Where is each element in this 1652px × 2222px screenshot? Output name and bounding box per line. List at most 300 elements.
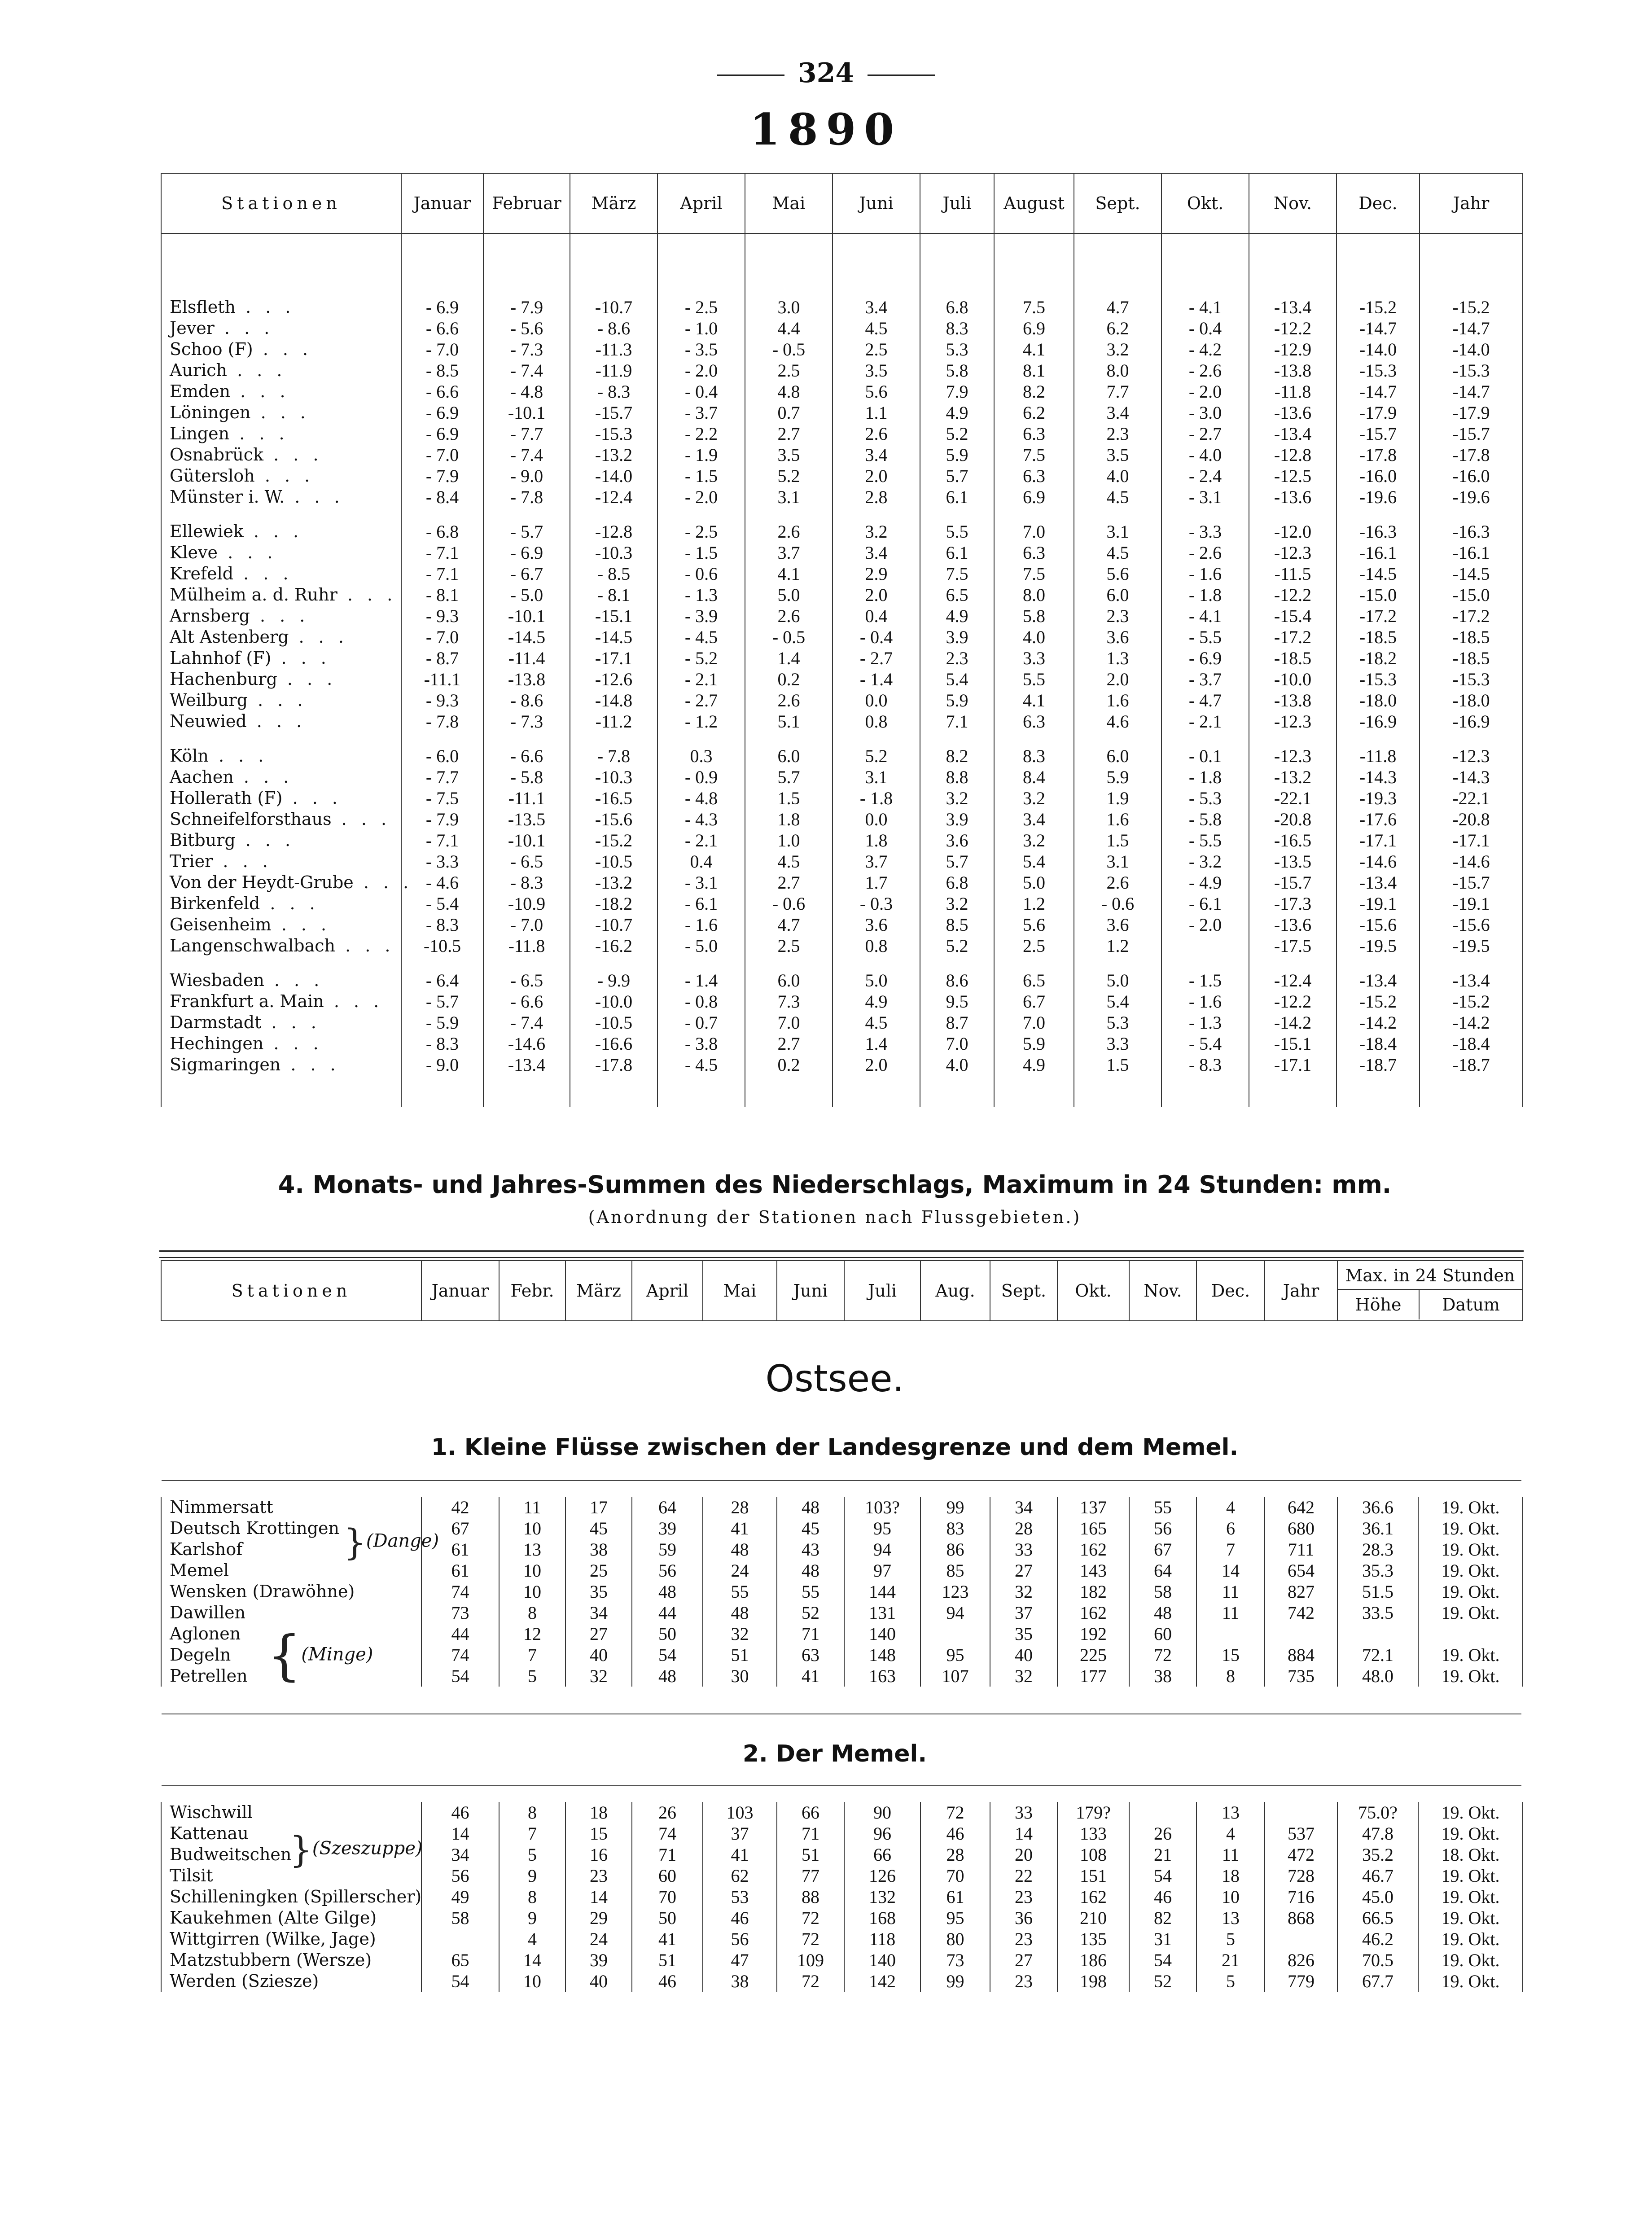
value-cell: -18.5 bbox=[1336, 627, 1420, 648]
value-cell: 9 bbox=[499, 1907, 565, 1928]
leader-dots: . . . bbox=[271, 648, 331, 668]
value-cell: 6.2 bbox=[1074, 318, 1161, 339]
value-cell: 162 bbox=[1057, 1539, 1129, 1560]
spacer-cell bbox=[1074, 1075, 1161, 1107]
column-header: Sept. bbox=[990, 1261, 1057, 1321]
value-cell: -18.0 bbox=[1336, 690, 1420, 711]
value-cell: -16.1 bbox=[1336, 542, 1420, 563]
value-cell: 70 bbox=[920, 1865, 990, 1886]
value-cell: 63 bbox=[777, 1644, 844, 1665]
value-cell: 82 bbox=[1129, 1907, 1196, 1928]
value-cell: - 7.0 bbox=[483, 914, 570, 935]
value-cell: -13.2 bbox=[1249, 767, 1336, 788]
value-cell: 162 bbox=[1057, 1886, 1129, 1907]
value-cell: - 1.6 bbox=[657, 914, 745, 935]
spacer-cell bbox=[1161, 956, 1249, 970]
spacer-row bbox=[161, 732, 1523, 745]
value-cell: 884 bbox=[1265, 1644, 1337, 1665]
leader-dots: . . . bbox=[233, 767, 294, 787]
value-cell: -14.7 bbox=[1336, 381, 1420, 402]
value-cell: 13 bbox=[1196, 1802, 1265, 1823]
value-cell: 3.9 bbox=[920, 809, 994, 830]
value-cell: -15.7 bbox=[1249, 872, 1336, 893]
value-cell: 3.3 bbox=[1074, 1033, 1161, 1054]
value-cell: -15.7 bbox=[1420, 423, 1523, 444]
value-cell: 8.3 bbox=[920, 318, 994, 339]
value-cell: - 7.8 bbox=[483, 486, 570, 508]
value-cell: -11.1 bbox=[483, 788, 570, 809]
value-cell: 5.3 bbox=[1074, 1012, 1161, 1033]
value-cell: - 6.0 bbox=[401, 745, 483, 767]
spacer-cell bbox=[994, 508, 1074, 521]
value-cell: 4.9 bbox=[994, 1054, 1074, 1075]
value-cell: -12.4 bbox=[570, 486, 657, 508]
value-cell: - 1.5 bbox=[657, 542, 745, 563]
station-name bbox=[161, 991, 401, 1012]
spacer-cell bbox=[1336, 1075, 1420, 1107]
value-cell: 51 bbox=[632, 1950, 703, 1971]
value-cell: 23 bbox=[990, 1886, 1057, 1907]
value-cell: 735 bbox=[1265, 1665, 1337, 1687]
value-cell: 50 bbox=[632, 1623, 703, 1644]
value-cell: 27 bbox=[990, 1950, 1057, 1971]
value-cell: 38 bbox=[703, 1971, 777, 1992]
spacer-cell bbox=[1336, 508, 1420, 521]
value-cell: 107 bbox=[920, 1665, 990, 1687]
table-row bbox=[161, 486, 1523, 508]
value-cell: 22 bbox=[990, 1865, 1057, 1886]
value-cell: 4.5 bbox=[833, 318, 920, 339]
value-cell: 34 bbox=[565, 1602, 632, 1623]
value-cell: - 7.9 bbox=[483, 297, 570, 318]
station-name bbox=[161, 914, 401, 935]
value-cell: 2.5 bbox=[745, 935, 833, 956]
value-cell: 46 bbox=[703, 1907, 777, 1928]
value-cell: 868 bbox=[1265, 1907, 1337, 1928]
table-row bbox=[161, 809, 1523, 830]
value-cell: - 8.1 bbox=[401, 584, 483, 605]
value-cell: 3.2 bbox=[833, 521, 920, 542]
value-cell: -15.4 bbox=[1249, 605, 1336, 627]
spacer-cell bbox=[1074, 508, 1161, 521]
station-name bbox=[161, 872, 413, 893]
table-row bbox=[161, 1560, 1523, 1581]
spacer-cell bbox=[161, 233, 401, 297]
value-cell: 1.8 bbox=[745, 809, 833, 830]
value-cell: -13.5 bbox=[483, 809, 570, 830]
value-cell: 85 bbox=[920, 1560, 990, 1581]
value-cell: -15.1 bbox=[1249, 1033, 1336, 1054]
value-cell: 61 bbox=[421, 1539, 499, 1560]
value-cell: 182 bbox=[1057, 1581, 1129, 1602]
value-cell: - 4.1 bbox=[1161, 297, 1249, 318]
value-cell: 46 bbox=[632, 1971, 703, 1992]
value-cell: -14.8 bbox=[570, 690, 657, 711]
value-cell: - 6.1 bbox=[1161, 893, 1249, 914]
spacer-cell bbox=[161, 508, 401, 521]
column-header: Juni bbox=[833, 173, 920, 233]
value-cell: - 2.5 bbox=[657, 521, 745, 542]
value-cell: - 7.1 bbox=[401, 563, 483, 584]
value-cell: 0.4 bbox=[833, 605, 920, 627]
value-cell: 2.5 bbox=[745, 360, 833, 381]
rule bbox=[162, 1480, 1521, 1481]
value-cell: 10 bbox=[499, 1518, 565, 1539]
value-cell: -13.8 bbox=[483, 669, 570, 690]
leader-dots: . . . bbox=[337, 585, 397, 605]
value-cell: 33 bbox=[990, 1802, 1057, 1823]
value-cell: - 4.2 bbox=[1161, 339, 1249, 360]
value-cell: 38 bbox=[565, 1539, 632, 1560]
value-cell: 4.0 bbox=[1074, 465, 1161, 486]
value-cell: 5.9 bbox=[920, 444, 994, 465]
value-cell: - 7.0 bbox=[401, 339, 483, 360]
station-name: Petrellen bbox=[161, 1665, 421, 1687]
table-row bbox=[161, 745, 1523, 767]
value-cell: - 3.8 bbox=[657, 1033, 745, 1054]
value-cell: 123 bbox=[920, 1581, 990, 1602]
column-header: August bbox=[994, 173, 1074, 233]
value-cell: 5.1 bbox=[745, 711, 833, 732]
value-cell: - 8.4 bbox=[401, 486, 483, 508]
value-cell: 2.7 bbox=[745, 1033, 833, 1054]
value-cell: 8.0 bbox=[994, 584, 1074, 605]
value-cell: 148 bbox=[844, 1644, 920, 1665]
value-cell: 45 bbox=[565, 1518, 632, 1539]
value-cell: 4.5 bbox=[1074, 542, 1161, 563]
value-cell: 103? bbox=[844, 1497, 920, 1518]
region-heading: Ostsee. bbox=[765, 1358, 904, 1400]
value-cell: 4.1 bbox=[994, 690, 1074, 711]
spacer-cell bbox=[483, 956, 570, 970]
station-label: Neuwied bbox=[170, 711, 247, 731]
value-cell: 118 bbox=[844, 1928, 920, 1950]
value-cell: - 8.3 bbox=[570, 381, 657, 402]
leader-dots: . . . bbox=[250, 403, 310, 422]
value-cell: -15.2 bbox=[570, 830, 657, 851]
station-label: Krefeld bbox=[170, 564, 234, 583]
spacer-cell bbox=[401, 956, 483, 970]
value-cell: -11.8 bbox=[1249, 381, 1336, 402]
value-cell: 48 bbox=[777, 1497, 844, 1518]
value-cell: 56 bbox=[421, 1865, 499, 1886]
value-cell: -17.1 bbox=[570, 648, 657, 669]
value-cell: - 4.5 bbox=[657, 1054, 745, 1075]
value-cell: 6.0 bbox=[745, 745, 833, 767]
spacer-cell bbox=[657, 233, 745, 297]
value-cell: 210 bbox=[1057, 1907, 1129, 1928]
value-cell: - 0.6 bbox=[745, 893, 833, 914]
table-row bbox=[161, 991, 1523, 1012]
value-cell: -19.6 bbox=[1336, 486, 1420, 508]
value-cell: - 3.7 bbox=[1161, 669, 1249, 690]
station-name bbox=[161, 745, 401, 767]
value-cell: 4.1 bbox=[745, 563, 833, 584]
spacer-cell bbox=[833, 508, 920, 521]
value-cell: 56 bbox=[703, 1928, 777, 1950]
value-cell: - 1.9 bbox=[657, 444, 745, 465]
value-cell: -15.1 bbox=[570, 605, 657, 627]
station-name: Nimmersatt bbox=[161, 1497, 421, 1518]
value-cell: 48 bbox=[632, 1665, 703, 1687]
value-cell: -12.3 bbox=[1249, 745, 1336, 767]
table-row bbox=[161, 1802, 1523, 1823]
value-cell: 827 bbox=[1265, 1581, 1337, 1602]
value-cell: 6.0 bbox=[745, 970, 833, 991]
leader-dots: . . . bbox=[254, 466, 315, 486]
station-name bbox=[161, 423, 401, 444]
spacer-cell bbox=[1249, 732, 1336, 745]
station-label: Trier bbox=[170, 851, 213, 871]
value-cell bbox=[1265, 1623, 1337, 1644]
spacer-cell bbox=[833, 732, 920, 745]
value-cell: -12.0 bbox=[1249, 521, 1336, 542]
value-cell: 163 bbox=[844, 1665, 920, 1687]
value-cell: -17.6 bbox=[1336, 809, 1420, 830]
leader-dots: . . . bbox=[280, 1055, 340, 1074]
value-cell: 15 bbox=[565, 1823, 632, 1844]
value-cell bbox=[1265, 1928, 1337, 1950]
station-label: Bitburg bbox=[170, 830, 236, 850]
table-row bbox=[161, 563, 1523, 584]
station-name bbox=[161, 402, 401, 423]
value-cell: 46.7 bbox=[1337, 1865, 1418, 1886]
station-name bbox=[161, 1054, 401, 1075]
value-cell: - 4.6 bbox=[401, 872, 483, 893]
value-cell: 140 bbox=[844, 1950, 920, 1971]
value-cell: -13.2 bbox=[570, 444, 657, 465]
value-cell: - 4.1 bbox=[1161, 605, 1249, 627]
value-cell: 225 bbox=[1057, 1644, 1129, 1665]
value-cell: 36 bbox=[990, 1907, 1057, 1928]
station-label: Von der Heydt-Grube bbox=[170, 872, 354, 892]
value-cell: 54 bbox=[632, 1644, 703, 1665]
spacer-cell bbox=[920, 233, 994, 297]
column-header: Stationen bbox=[161, 173, 401, 233]
leader-dots: . . . bbox=[253, 339, 313, 359]
value-cell: - 0.6 bbox=[657, 563, 745, 584]
spacer-cell bbox=[401, 508, 483, 521]
value-cell: 19. Okt. bbox=[1418, 1823, 1523, 1844]
column-header: Mai bbox=[703, 1261, 777, 1321]
value-cell: - 1.6 bbox=[1161, 991, 1249, 1012]
value-cell: -14.6 bbox=[1420, 851, 1523, 872]
value-cell: 0.2 bbox=[745, 1054, 833, 1075]
table-row bbox=[161, 830, 1523, 851]
value-cell: 6.1 bbox=[920, 486, 994, 508]
value-cell: - 6.1 bbox=[657, 893, 745, 914]
value-cell: 38 bbox=[1129, 1665, 1196, 1687]
value-cell: 0.8 bbox=[833, 935, 920, 956]
value-cell: - 8.3 bbox=[401, 1033, 483, 1054]
column-header: Mai bbox=[745, 173, 833, 233]
value-cell: 95 bbox=[920, 1907, 990, 1928]
value-cell: - 5.4 bbox=[401, 893, 483, 914]
value-cell: - 7.9 bbox=[401, 465, 483, 486]
spacer-cell bbox=[401, 1075, 483, 1107]
value-cell: 19. Okt. bbox=[1418, 1581, 1523, 1602]
spacer-cell bbox=[920, 508, 994, 521]
spacer-cell bbox=[1420, 1075, 1523, 1107]
value-cell: -18.7 bbox=[1336, 1054, 1420, 1075]
value-cell: 5.6 bbox=[1074, 563, 1161, 584]
station-name bbox=[161, 339, 401, 360]
value-cell: -14.2 bbox=[1336, 1012, 1420, 1033]
column-header: Okt. bbox=[1161, 173, 1249, 233]
spacer-row bbox=[161, 956, 1523, 970]
spacer-cell bbox=[920, 732, 994, 745]
table-row bbox=[161, 423, 1523, 444]
value-cell: - 5.2 bbox=[657, 648, 745, 669]
value-cell: - 4.8 bbox=[657, 788, 745, 809]
column-header: Okt. bbox=[1057, 1261, 1129, 1321]
spacer-cell bbox=[1249, 508, 1336, 521]
value-cell: -16.3 bbox=[1420, 521, 1523, 542]
value-cell: 59 bbox=[632, 1539, 703, 1560]
leader-dots: . . . bbox=[263, 1034, 323, 1053]
value-cell: - 4.7 bbox=[1161, 690, 1249, 711]
value-cell: 60 bbox=[632, 1865, 703, 1886]
value-cell: 3.5 bbox=[745, 444, 833, 465]
table-row bbox=[161, 1012, 1523, 1033]
value-cell: -11.1 bbox=[401, 669, 483, 690]
value-cell: - 0.4 bbox=[657, 381, 745, 402]
spacer-cell bbox=[1336, 732, 1420, 745]
value-cell: -11.2 bbox=[570, 711, 657, 732]
value-cell: 1.4 bbox=[745, 648, 833, 669]
station-label: Jever bbox=[170, 318, 215, 338]
precipitation-header-table bbox=[161, 1260, 1523, 1321]
value-cell: -19.3 bbox=[1336, 788, 1420, 809]
value-cell: - 4.0 bbox=[1161, 444, 1249, 465]
value-cell: 70 bbox=[632, 1886, 703, 1907]
spacer-cell bbox=[1074, 732, 1161, 745]
value-cell: - 9.9 bbox=[570, 970, 657, 991]
value-cell: - 5.8 bbox=[1161, 809, 1249, 830]
value-cell: 8 bbox=[499, 1886, 565, 1907]
value-cell: 3.6 bbox=[833, 914, 920, 935]
value-cell: 5.2 bbox=[745, 465, 833, 486]
leader-dots: . . . bbox=[213, 851, 272, 871]
column-header: März bbox=[570, 173, 657, 233]
value-cell: 3.1 bbox=[745, 486, 833, 508]
value-cell: 6.1 bbox=[920, 542, 994, 563]
value-cell: 7.0 bbox=[994, 1012, 1074, 1033]
station-name: Deutsch Krottingen bbox=[161, 1518, 421, 1539]
station-name: Memel bbox=[161, 1560, 421, 1581]
value-cell: 71 bbox=[777, 1823, 844, 1844]
value-cell: 198 bbox=[1057, 1971, 1129, 1992]
station-name bbox=[161, 584, 401, 605]
table-row bbox=[161, 381, 1523, 402]
value-cell: 99 bbox=[920, 1497, 990, 1518]
value-cell: 33.5 bbox=[1337, 1602, 1418, 1623]
value-cell: -18.4 bbox=[1420, 1033, 1523, 1054]
value-cell: 51 bbox=[777, 1844, 844, 1865]
station-label: Aurich bbox=[170, 360, 227, 380]
column-header: Januar bbox=[401, 173, 483, 233]
value-cell: - 7.1 bbox=[401, 542, 483, 563]
value-cell: 711 bbox=[1265, 1539, 1337, 1560]
value-cell: -13.6 bbox=[1249, 486, 1336, 508]
value-cell: 10 bbox=[1196, 1886, 1265, 1907]
value-cell: - 3.1 bbox=[1161, 486, 1249, 508]
value-cell: 162 bbox=[1057, 1602, 1129, 1623]
value-cell: 21 bbox=[1196, 1950, 1265, 1971]
value-cell: -15.7 bbox=[1336, 423, 1420, 444]
value-cell: 41 bbox=[777, 1665, 844, 1687]
value-cell: -10.1 bbox=[483, 830, 570, 851]
value-cell: -15.2 bbox=[1420, 991, 1523, 1012]
value-cell: 72.1 bbox=[1337, 1644, 1418, 1665]
value-cell: 35 bbox=[565, 1581, 632, 1602]
station-name bbox=[161, 465, 401, 486]
value-cell: 3.4 bbox=[994, 809, 1074, 830]
value-cell: 40 bbox=[565, 1971, 632, 1992]
value-cell: -14.3 bbox=[1336, 767, 1420, 788]
value-cell: 7.0 bbox=[994, 521, 1074, 542]
column-header: Nov. bbox=[1249, 173, 1336, 233]
value-cell bbox=[1196, 1623, 1265, 1644]
value-cell: - 6.7 bbox=[483, 563, 570, 584]
spacer-cell bbox=[920, 1075, 994, 1107]
value-cell: -13.8 bbox=[1249, 690, 1336, 711]
value-cell: -18.2 bbox=[1336, 648, 1420, 669]
value-cell: - 5.9 bbox=[401, 1012, 483, 1033]
leader-dots: . . . bbox=[282, 788, 342, 808]
value-cell: 19. Okt. bbox=[1418, 1907, 1523, 1928]
value-cell: 8 bbox=[499, 1802, 565, 1823]
station-name: Schilleningken (Spillerscher) bbox=[161, 1886, 421, 1907]
station-name bbox=[161, 1033, 401, 1054]
value-cell: - 6.6 bbox=[401, 318, 483, 339]
value-cell: -13.4 bbox=[483, 1054, 570, 1075]
value-cell: 83 bbox=[920, 1518, 990, 1539]
value-cell: 2.5 bbox=[833, 339, 920, 360]
value-cell: 49 bbox=[421, 1886, 499, 1907]
value-cell: -10.1 bbox=[483, 402, 570, 423]
value-cell: 5.5 bbox=[920, 521, 994, 542]
value-cell: 99 bbox=[920, 1971, 990, 1992]
value-cell: 41 bbox=[703, 1518, 777, 1539]
value-cell: 5.3 bbox=[920, 339, 994, 360]
spacer-cell bbox=[1074, 956, 1161, 970]
value-cell: 34 bbox=[990, 1497, 1057, 1518]
value-cell: -14.6 bbox=[1336, 851, 1420, 872]
value-cell: 55 bbox=[1129, 1497, 1196, 1518]
year-heading: 1890 bbox=[749, 104, 903, 155]
value-cell: -16.6 bbox=[570, 1033, 657, 1054]
station-label: Alt Astenberg bbox=[170, 627, 289, 647]
value-cell: 45 bbox=[777, 1518, 844, 1539]
station-name: Wensken (Drawöhne) bbox=[161, 1581, 421, 1602]
value-cell: 8.7 bbox=[920, 1012, 994, 1033]
value-cell: 1.6 bbox=[1074, 690, 1161, 711]
value-cell: - 7.4 bbox=[483, 1012, 570, 1033]
column-header: April bbox=[632, 1261, 703, 1321]
value-cell: 72 bbox=[777, 1971, 844, 1992]
station-name: Karlshof bbox=[161, 1539, 421, 1560]
spacer-cell bbox=[920, 956, 994, 970]
value-cell: 2.3 bbox=[1074, 605, 1161, 627]
value-cell: 108 bbox=[1057, 1844, 1129, 1865]
value-cell: -19.6 bbox=[1420, 486, 1523, 508]
spacer-cell bbox=[1249, 956, 1336, 970]
station-name: Aglonen bbox=[161, 1623, 421, 1644]
value-cell: -16.9 bbox=[1420, 711, 1523, 732]
value-cell: -10.3 bbox=[570, 542, 657, 563]
value-cell: 4 bbox=[499, 1928, 565, 1950]
